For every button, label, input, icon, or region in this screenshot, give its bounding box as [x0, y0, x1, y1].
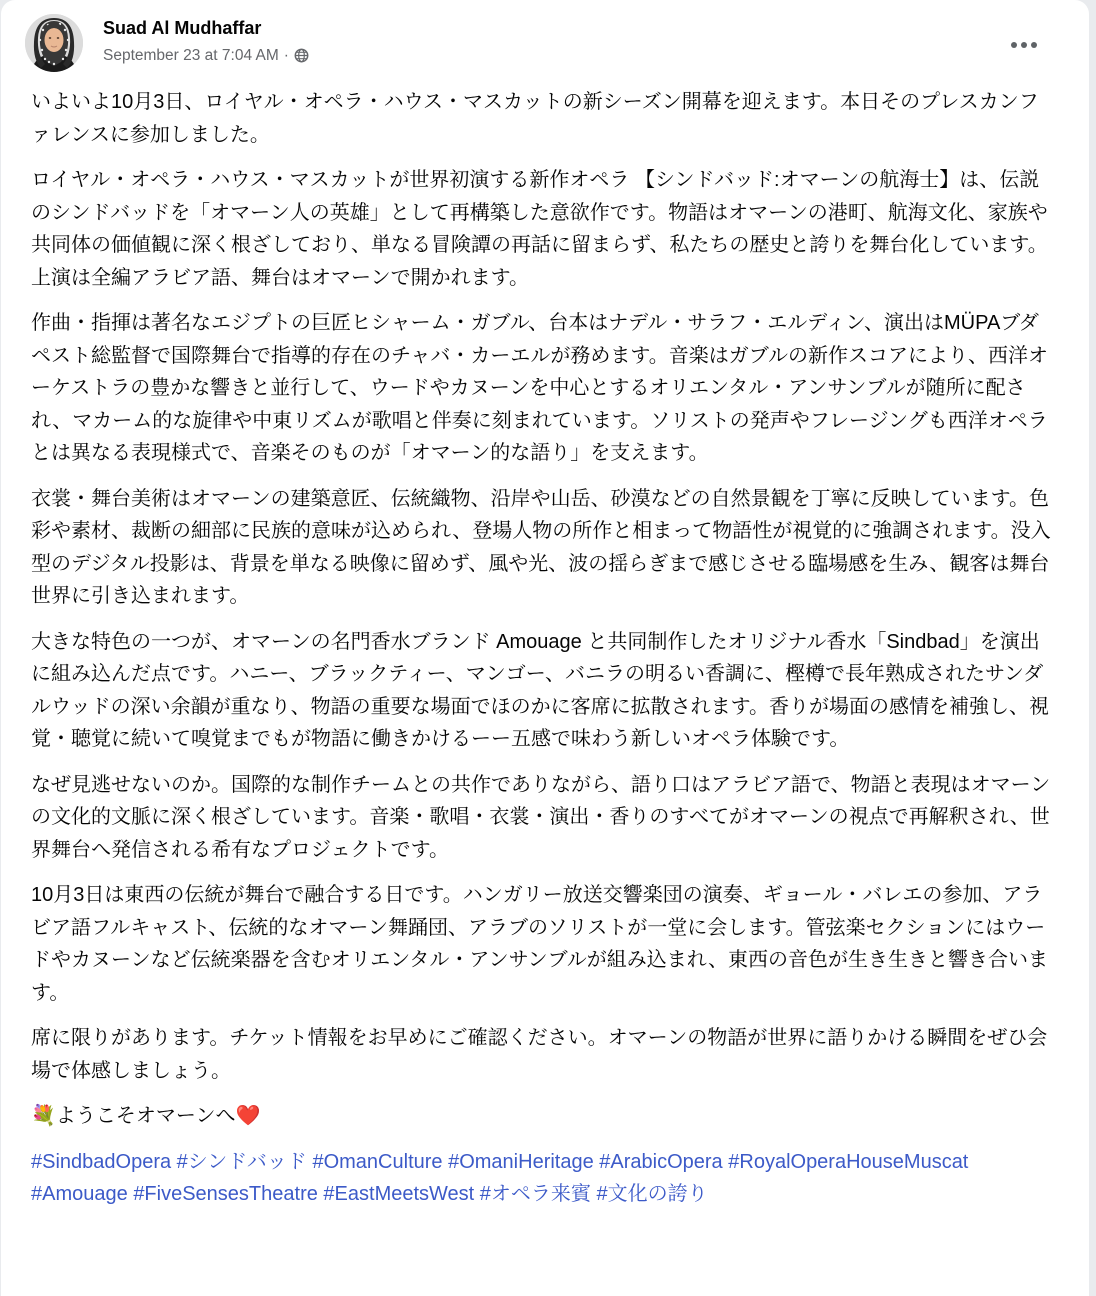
post-body [1, 78, 1089, 1234]
post-header [1, 0, 1089, 78]
meta-separator: · [283, 46, 289, 64]
post-meta [103, 47, 1001, 65]
post-paragraph: 衣裳・舞台美術はオマーンの建築意匠、伝統織物、沿岸や山岳、砂漠などの自然景観を丁寧に反映しています。色彩や素材、裁断の細部に民族的意味が込められ、登場人物の所作と相まって物語性が視覚的に強調されます。没入型のデジタル投影は、背景を単なる映像に留めず、風や光、波の揺らぎまで感じさせる臨場感を生み、観客は舞台世界に引き込まれます。 [31, 487, 1051, 607]
post-paragraph: 席に限りがあります。チケット情報をお早めにご確認ください。オマーンの物語が世界に語りかける瞬間をぜひ会場で体感しましょう。 [31, 1027, 1048, 1082]
avatar-image [25, 14, 83, 72]
hashtag-link[interactable]: #RoyalOperaHouseMuscat [728, 1150, 969, 1173]
post-paragraph: なぜ見逃せないのか。国際的な制作チームとの共作でありながら、語り口はアラビア語で、物語と表現はオマーンの文化的文脈に深く根ざしています。音楽・歌唱・衣裳・演出・香りのすべてがオマーンの視点で再解釈され、世界舞台へ発信される希有なプロジェクトです。 [31, 773, 1051, 861]
facebook-post [1, 0, 1089, 1296]
hashtag-link[interactable]: #シンドバッド [176, 1150, 307, 1173]
post-paragraph: 作曲・指揮は著名なエジプトの巨匠ヒシャーム・ガブル、台本はナデル・サラフ・エルディン、演出はMÜPAブダペスト総監督で国際舞台で指導的存在のチャバ・カーエルが務めます。音楽はガブルの新作スコアにより、西洋オーケストラの豊かな響きと並行して、ウードやカヌーンを中心とするオリエンタル・アンサンブルが随所に配され、マカーム的な旋律や中東リズムが歌唱と伴奏に刻まれています。ソリストの発声やフレージングも西洋オペラとは異なる表現様式で、音楽そのものが「オマーン的な語り」を支えます。 [31, 312, 1048, 464]
ellipsis-icon [1011, 42, 1017, 48]
avatar[interactable] [25, 14, 83, 72]
author-name[interactable]: Suad Al Mudhaffar [103, 18, 262, 38]
timestamp[interactable]: September 23 at 7:04 AM [103, 46, 279, 64]
emoji-line: 💐ようこそオマーンへ❤️ [31, 1105, 261, 1127]
hashtag-link[interactable]: #OmanCulture [312, 1150, 443, 1173]
hashtag-link[interactable]: #Amouage [31, 1183, 128, 1205]
post-paragraph: 大きな特色の一つが、オマーンの名門香水ブランド Amouage と共同制作したオリジナル香水「Sindbad」を演出に組み込んだ点です。ハニー、ブラックティー、マンゴー、バニラの明るい香調に、樫樽で長年熟成されたサンダルウッドの深い余韻が重なり、物語の重要な場面でほのかに客席に拡散されます。香りが場面の感情を補強し、視覚・聴覚に続いて嗅覚までもが物語に働きかけるーー五感で味わう新しいオペラ体験です。 [31, 630, 1049, 750]
globe-icon [294, 48, 309, 63]
hashtag-link[interactable]: #OmaniHeritage [448, 1150, 594, 1173]
hashtag-block [31, 1146, 1057, 1211]
hashtag-link[interactable]: #ArabicOpera [599, 1150, 723, 1173]
more-options-button[interactable] [1001, 28, 1047, 62]
hashtag-link[interactable]: #オペラ来賓 [479, 1183, 591, 1205]
hashtag-link[interactable]: #FiveSensesTheatre [133, 1183, 318, 1205]
post-paragraph: いよいよ10月3日、ロイヤル・オペラ・ハウス・マスカットの新シーズン開幕を迎えます。本日そのプレスカンファレンスに参加しました。 [31, 91, 1039, 146]
header-text [103, 14, 1001, 65]
post-paragraph: ロイヤル・オペラ・ハウス・マスカットが世界初演する新作オペラ 【シンドバッド:オマーンの航海士】は、伝説のシンドバッドを「オマーン人の英雄」として再構築した意欲作です。物語はオマーンの港町、航海文化、家族や共同体の価値観に深く根ざしており、単なる冒険譚の再話に留まらず、私たちの歴史と誇りを舞台化しています。上演は全編アラビア語、舞台はオマーンで開かれます。 [31, 169, 1048, 289]
hashtag-link[interactable]: #EastMeetsWest [323, 1183, 475, 1205]
hashtag-link[interactable]: #文化の誇り [596, 1183, 708, 1205]
post-paragraph: 10月3日は東西の伝統が舞台で融合する日です。ハンガリー放送交響楽団の演奏、ギョール・バレエの参加、アラビア語フルキャスト、伝統的なオマーン舞踊団、アラブのソリストが一堂に会します。管弦楽セクションにはウードやカヌーンなど伝統楽器を含むオリエンタル・アンサンブルが組み込まれ、東西の音色が生き生きと響き合います。 [31, 884, 1048, 1004]
hashtag-link[interactable]: #SindbadOpera [31, 1150, 172, 1173]
